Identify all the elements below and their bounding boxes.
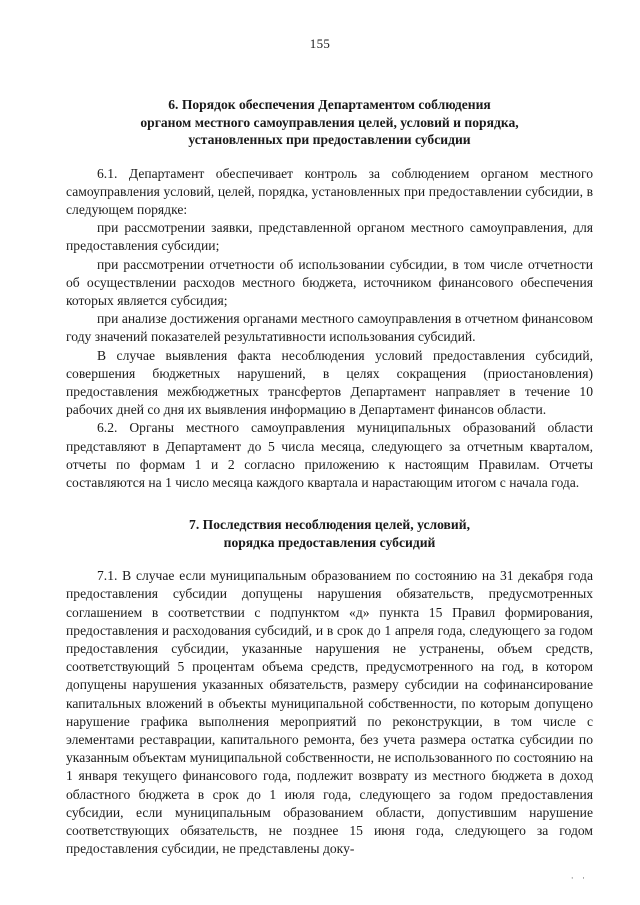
paragraph-6-1-item-application: при рассмотрении заявки, представленной органом местного самоуправления, для предоставления субсидии; bbox=[66, 220, 593, 254]
page-number: 155 bbox=[309, 36, 331, 51]
section-6-heading-line: установленных при предоставлении субсидии bbox=[188, 132, 471, 147]
paragraph-6-2: 6.2. Органы местного самоуправления муниципальных образований области представляют в Департамент до 5 числа месяца, следующего за отчетным кварталом, отчеты по формам 1 и 2 согласно приложению к настоящим Правилам. Отчеты составляются на 1 число месяца каждого квартала и нарастающим итогом с начала года. bbox=[66, 420, 593, 490]
paragraph-6-1-violations: В случае выявления факта несоблюдения условий предоставления субсидий, совершения бюджетных нарушений, в целях сокращения (приостановления) предоставления межбюджетных трансфертов Департамент направляет в течение 10 рабочих дней со дня их выявления информацию в Департамент финансов области. bbox=[66, 347, 593, 418]
paragraph-6-1-item-reporting: при рассмотрении отчетности об использовании субсидии, в том числе отчетности об осуществлении расходов местного бюджета, источником финансового обеспечения которых является субсидия; bbox=[66, 256, 593, 308]
section-7-heading-line: порядка предоставления субсидий bbox=[223, 534, 436, 550]
section-6-heading-line: 6. Порядок обеспечения Департаментом соблюдения bbox=[168, 97, 491, 112]
paragraph-6-1: 6.1. Департамент обеспечивает контроль за соблюдением органом местного самоуправления условий, целей, порядка, установленных при предоставлении субсидии, в следующем порядке: bbox=[66, 165, 593, 217]
section-7-heading bbox=[66, 516, 593, 551]
spacer bbox=[66, 149, 593, 165]
spacer bbox=[66, 492, 593, 516]
scan-corner-mark: · · bbox=[570, 873, 588, 883]
section-6-heading-line: органом местного самоуправления целей, условий и порядка, bbox=[140, 114, 519, 130]
section-6-heading bbox=[66, 96, 593, 149]
section-7-heading-line: 7. Последствия несоблюдения целей, условий, bbox=[189, 517, 470, 533]
paragraph-7-1: 7.1. В случае если муниципальным образованием по состоянию на 31 декабря года предоставления субсидии допущены нарушения обязательств, предусмотренных соглашением в соответствии с подпунктом «д» пункта 15 Правил формирования, предоставления и расходования субсидий, и в срок до 1 апреля года, следующего за годом предоставления субсидии, указанные нарушения не устранены, объем средств, соответствующий 5 процентам объема средств, предусмотренного на год, в котором допущены нарушения указанных обязательств, размеру субсидии на софинансирование капитальных вложений в объекты муниципальной собственности, по которым допущено нарушение графика выполнения мероприятий по реконструкции, в том числе с элементами реставрации, капитального ремонта, без учета размера остатка субсидии по указанным объектам муниципальной собственности, не использованного по состоянию на 1 января текущего финансового года, подлежит возврату из местного бюджета в доход областного бюджета в срок до 1 июля года, следующего за годом предоставления субсидии, если муниципальным образованием области, допустившим нарушение соответствующих обязательств, не позднее 15 июня года, следующего за годом предоставления субсидии, не представлены доку- bbox=[66, 568, 593, 857]
document-body bbox=[66, 96, 593, 858]
paragraph-6-1-item-analysis: при анализе достижения органами местного самоуправления в отчетном финансовом году значений показателей результативности использования субсидий. bbox=[66, 311, 593, 345]
spacer bbox=[66, 551, 593, 567]
